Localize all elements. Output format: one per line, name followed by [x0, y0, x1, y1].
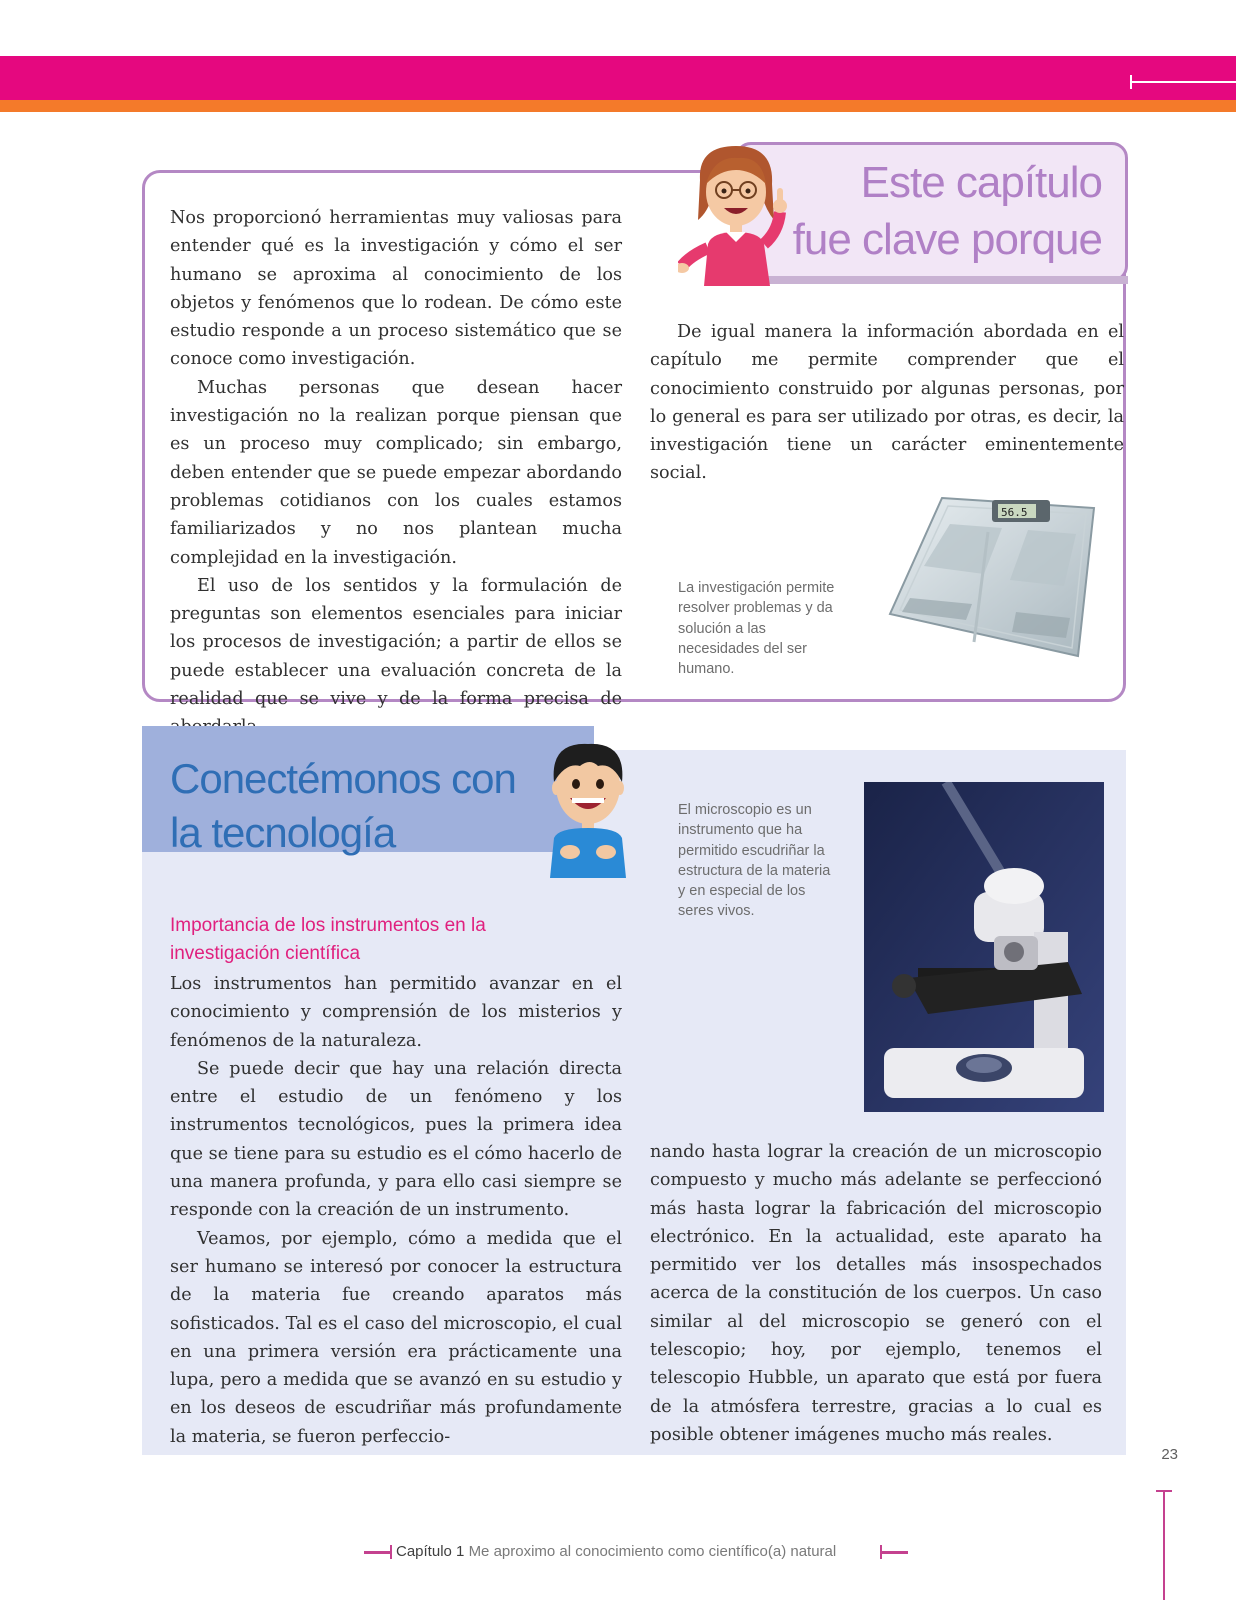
boy-character-illustration	[536, 736, 640, 878]
girl-character-illustration	[678, 140, 798, 286]
tech-paragraph-3: Veamos, por ejemplo, cómo a medida que el ser humano se interesó por conocer la estructura de la materia fue creando aparatos más sofisticados. Tal es el caso del microscopio, el cual en una primera versión era prácticamente una lupa, pero a medida que se avanzó en su estudio y en los deseos de escudriñar más profundamente la materia, se fueron perfeccio-	[170, 1228, 622, 1447]
summary-left-column	[170, 204, 622, 742]
tech-title-line2: la tecnología	[170, 809, 396, 856]
tech-right-column	[650, 1138, 1102, 1449]
tech-title	[170, 752, 516, 860]
page-number: 23	[1161, 1446, 1178, 1463]
footer-left-tick	[390, 1545, 392, 1559]
footer-chapter-title: Me aproximo al conocimiento como científico(a) natural	[468, 1543, 837, 1560]
tech-title-line1: Conectémonos con	[170, 755, 516, 802]
tech-subheading-line2: investigación científica	[170, 943, 361, 964]
top-magenta-band	[0, 56, 1236, 100]
footer-chapter-label: Capítulo 1	[396, 1543, 465, 1560]
summary-paragraph-3: El uso de los sentidos y la formulación de preguntas son elementos esenciales para iniciar los procesos de investigación; a partir de ellos se puede establecer una evaluación concreta de la realidad que se vive y de la forma precisa de	[170, 575, 622, 710]
tech-subheading	[170, 912, 486, 968]
scale-caption: La investigación permite resolver problemas y da solución a las necesidades del ser humano.	[678, 580, 835, 678]
summary-right-column	[650, 318, 1124, 488]
summary-right-paragraph: De igual manera la información abordada en el capítulo me permite comprender que el conocimiento construido por algunas personas, por lo general es para ser utilizado por otras, es decir, la investigación tiene un carácter eminentemente social.	[650, 322, 1124, 484]
microscope-caption: El microscopio es un instrumento que ha permitido escudriñar la estructura de la materia y en especial de los seres vivos.	[678, 802, 831, 920]
summary-title-line1: Este capítulo	[860, 158, 1102, 207]
summary-title-line2: fue clave porque	[792, 215, 1102, 264]
right-margin-line	[1163, 1490, 1165, 1600]
top-band-marker-line	[1130, 81, 1236, 83]
top-orange-stripe	[0, 100, 1236, 112]
tech-left-column	[170, 970, 622, 1451]
microscope-image	[864, 782, 1104, 1112]
summary-title	[790, 154, 1102, 268]
tech-paragraph-2: Se puede decir que hay una relación directa entre el estudio de un fenómeno y los instrumentos tecnológicos, pues la primera idea que se tiene para su estudio es el cómo hacerlo de una manera profunda, y para ello casi siempre se responde con la creación de un instrumento.	[170, 1058, 622, 1221]
summary-paragraph-1: Nos proporcionó herramientas muy valiosas para entender qué es la investigación y cómo el ser humano se aproxima al conocimiento de los objetos y fenómenos que lo rodean. De cómo este estudio responde a un proceso sistemático que se conoce como investigación.	[170, 208, 622, 370]
top-band-marker-tick	[1130, 75, 1132, 89]
right-margin-tick	[1156, 1490, 1172, 1492]
tech-subheading-line1: Importancia de los instrumentos en la	[170, 915, 486, 936]
footer-chapter-text	[396, 1542, 882, 1562]
footer-right-dash	[880, 1551, 908, 1554]
tech-paragraph-1: Los instrumentos han permitido avanzar en el conocimiento y comprensión de los misterios y fenómenos de la naturaleza.	[170, 974, 622, 1051]
scale-display: 56.5	[1001, 506, 1028, 519]
footer-left-dash	[364, 1551, 392, 1554]
bathroom-scale-image	[888, 492, 1110, 660]
summary-paragraph-2: Muchas personas que desean hacer investigación no la realizan porque piensan que es un proceso muy complicado; sin embargo, deben entender que se puede empezar abordando problemas cotidianos con los cuales estamos familiarizados y no nos plantean mucha complejidad en la investigación.	[170, 377, 622, 568]
tech-right-paragraph: nando hasta lograr la creación de un microscopio compuesto y mucho más adelante se perfeccionó más hasta lograr la fabricación del microscopio electrónico. En la actualidad, este aparato ha permitido ver los detalles más insospechados acerca de la constitución de los cuerpos. Un caso similar al del microscopio se generó con el telescopio; hoy, por ejemplo, tenemos el telescopio Hubble, un aparato que está por fuera de la atmósfera terrestre, gracias a lo cual es posible obtener imágenes mucho más reales.	[650, 1142, 1102, 1445]
